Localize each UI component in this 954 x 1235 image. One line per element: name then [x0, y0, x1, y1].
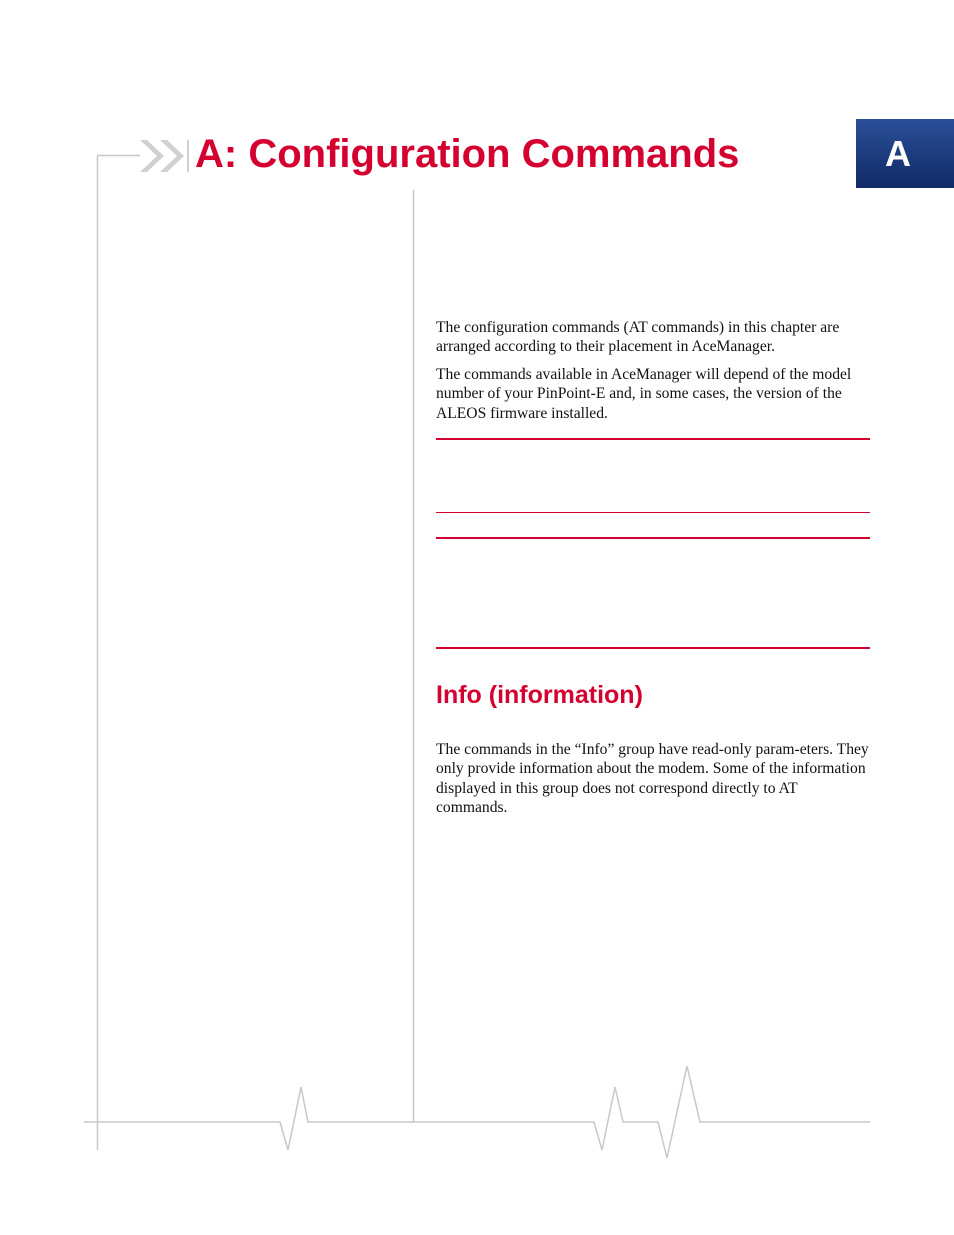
intro-paragraph-2: The commands available in AceManager will depend of the model number of your PinPoint-E and, in some cases, the version of the ALEOS firmware installed. [436, 366, 852, 422]
chapter-tab-letter: A [885, 133, 911, 174]
section-paragraph: The commands in the “Info” group have read-only param-eters. They only provide information about the modem. Some of the information displayed in this group does not correspond directly to AT commands. [436, 741, 869, 816]
red-rule-4 [436, 647, 870, 649]
bottom-heartbeat-line [84, 1066, 870, 1158]
chapter-tab [856, 119, 954, 188]
chapter-title: A: Configuration Commands [195, 132, 740, 176]
section-heading: Info (information) [436, 681, 643, 709]
red-rule-1 [436, 438, 870, 440]
chevron-arrows-icon [140, 140, 189, 172]
red-rule-3 [436, 537, 870, 539]
red-rule-2 [436, 512, 870, 513]
intro-paragraph-1: The configuration commands (AT commands) in this chapter are arranged according to their placement in AceManager. [436, 319, 840, 356]
